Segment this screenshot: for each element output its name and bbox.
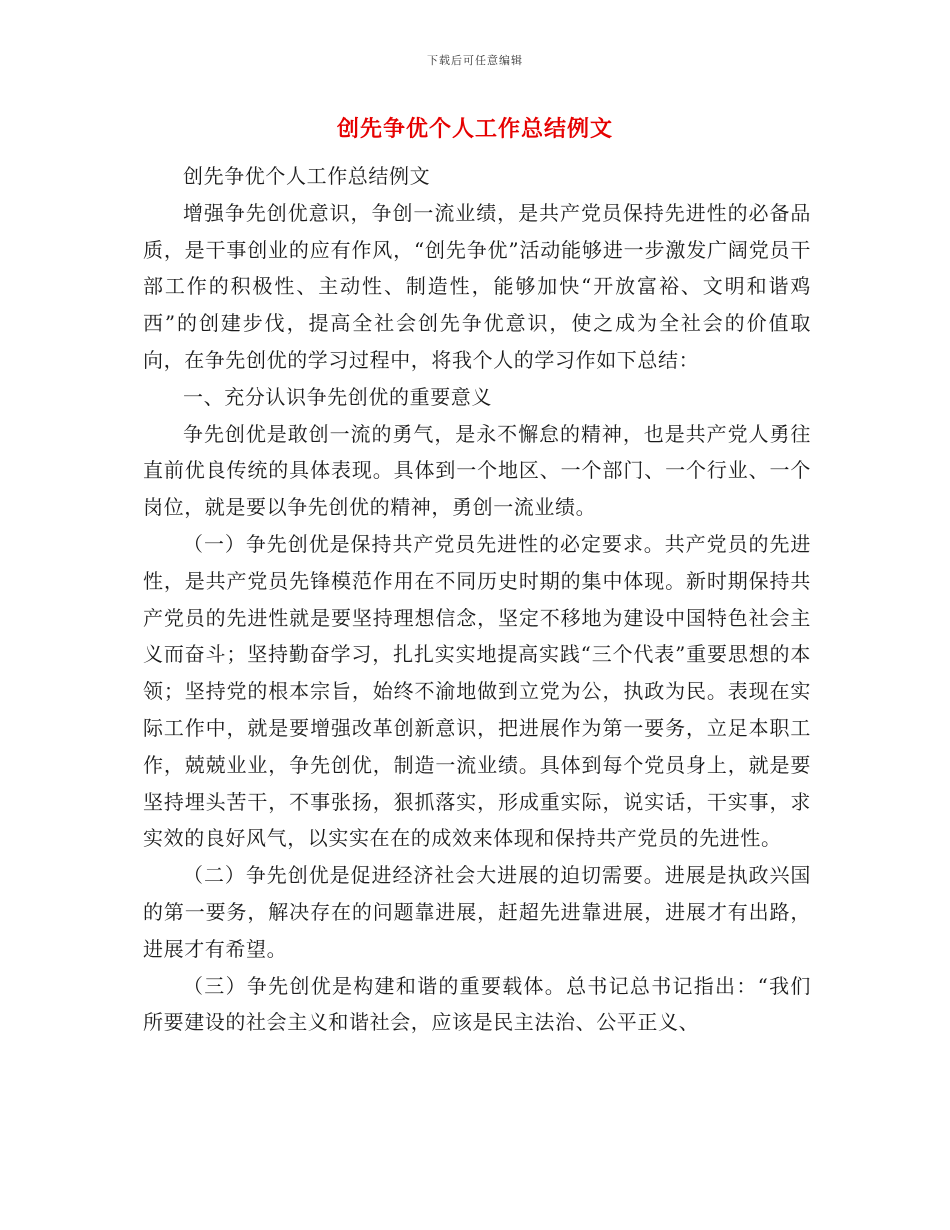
paragraph-point-1: （一）争先创优是保持共产党员先进性的必定要求。共产党员的先进性，是共产党员先锋模范作用在不同历史时期的集中体现。新时期保持共产党员的先进性就是要坚持理想信念，坚定不移地为建设中国特色社会主义而奋斗；坚持勤奋学习，扎扎实实地提高实践“三个代表”重要思想的本领；坚持党的根本宗旨，始终不渝地做到立党为公，执政为民。表现在实际工作中，就是要增强改革创新意识，把进展作为第一要务，立足本职工作，兢兢业业，争先创优，制造一流业绩。具体到每个党员身上，就是要坚持埋头苦干，不事张扬，狠抓落实，形成重实际，说实话，干实事，求实效的良好风气，以实实在在的成效来体现和保持共产党员的先进性。 [143,531,811,851]
paragraph-section-1: 争先创优是敢创一流的勇气，是永不懈怠的精神，也是共产党人勇往直前优良传统的具体表现。具体到一个地区、一个部门、一个行业、一个岗位，就是要以争先创优的精神，勇创一流业绩。 [143,421,811,520]
section-heading-1: 一、充分认识争先创优的重要意义 [183,384,492,409]
paragraph-point-2: （二）争先创优是促进经济社会大进展的迫切需要。进展是执政兴国的第一要务，解决存在的问题靠进展，赶超先进靠进展，进展才有出路，进展才有希望。 [143,863,811,961]
document-body [143,158,811,1041]
paragraph-point-3: （三）争先创优是构建和谐的重要载体。总书记总书记指出：“我们所要建设的社会主义和谐社会，应该是民主法治、公平正义、 [143,973,811,1035]
page-header-note: 下载后可任意编辑 [427,54,523,67]
document-title: 创先争优个人工作总结例文 [336,116,613,142]
paragraph-intro: 增强争先创优意识，争创一流业绩，是共产党员保持先进性的必备品质，是干事创业的应有作风，“创先争优”活动能够进一步激发广阔党员干部工作的积极性、主动性、制造性，能够加快“开放富裕、文明和谐鸡西”的创建步伐，提高全社会创先争优意识，使之成为全社会的价值取向，在争先创优的学习过程中，将我个人的学习作如下总结： [143,200,811,372]
paragraph-subtitle: 创先争优个人工作总结例文 [183,164,431,188]
